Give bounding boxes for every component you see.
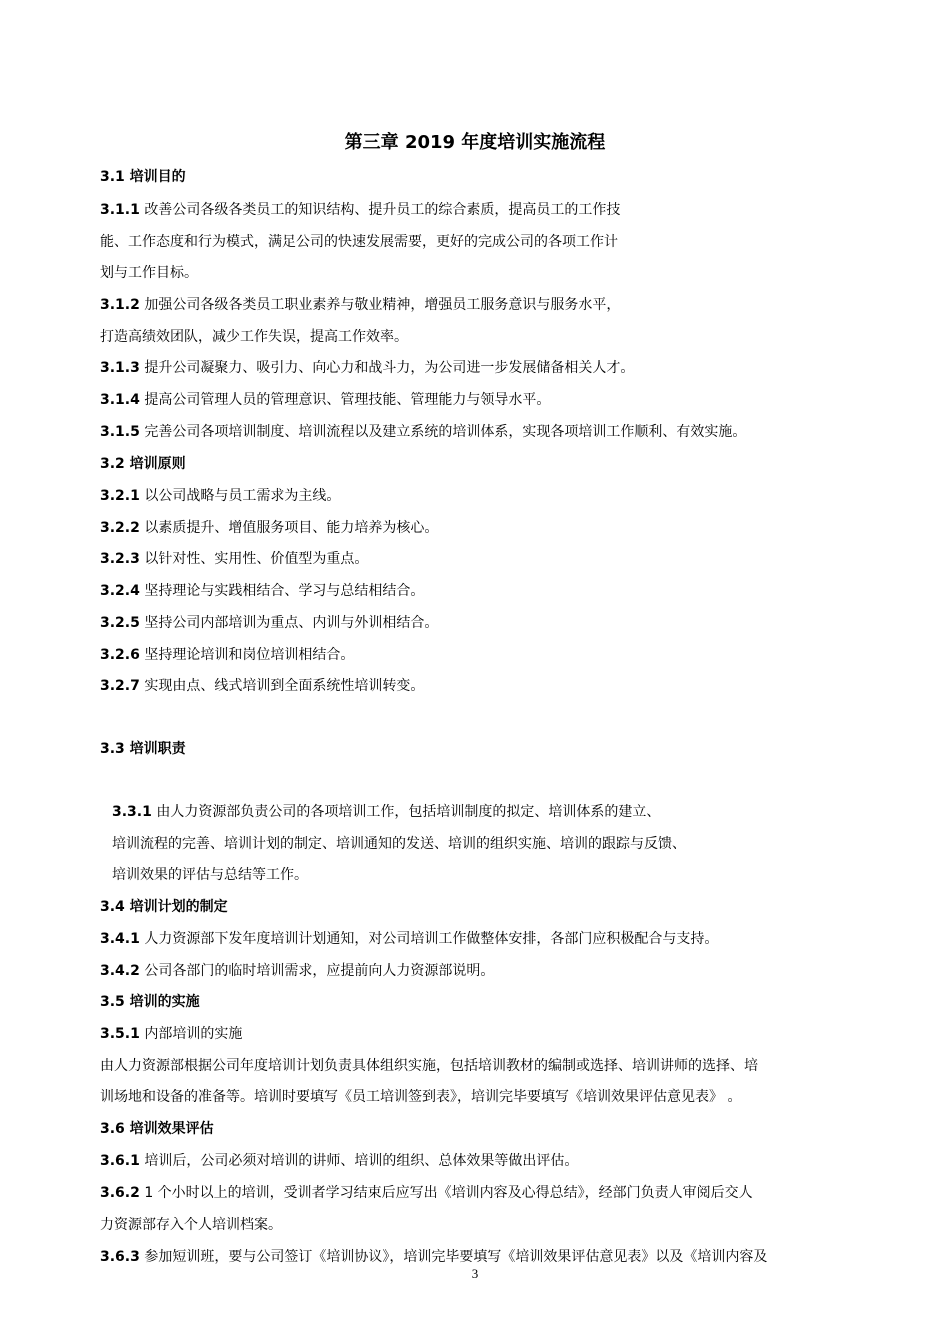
clause-text: 提升公司凝聚力、吸引力、向心力和战斗力，为公司进一步发展储备相关人才。 — [139, 360, 635, 376]
text-line — [100, 645, 354, 665]
clause-number: 3.1.3 — [100, 360, 140, 376]
clause-number: 3.2.5 — [100, 615, 140, 631]
clause-text: 培训效果的评估与总结等工作。 — [112, 867, 308, 883]
text-line — [112, 802, 660, 822]
text-line — [100, 422, 746, 442]
text-line — [100, 1087, 741, 1107]
clause-text: 提高公司管理人员的管理意识、管理技能、管理能力与领导水平。 — [139, 392, 551, 408]
text-line — [100, 454, 186, 474]
text-line — [100, 1151, 578, 1171]
chapter-title: 第三章 2019 年度培训实施流程 — [344, 132, 606, 153]
clause-text: 由人力资源部负责公司的各项培训工作，包括培训制度的拟定、培训体系的建立、 — [151, 804, 661, 820]
text-line — [100, 358, 634, 378]
text-line — [100, 676, 424, 696]
clause-number: 3.1.2 — [100, 297, 140, 313]
clause-text: 公司各部门的临时培训需求，应提前向人力资源部说明。 — [139, 963, 495, 979]
clause-text: 坚持理论培训和岗位培训相结合。 — [139, 647, 355, 663]
clause-number: 3.2.4 — [100, 583, 140, 599]
section-heading: 3.1 培训目的 — [100, 169, 186, 185]
text-line — [100, 929, 718, 949]
section-heading: 3.6 培训效果评估 — [100, 1121, 214, 1137]
clause-text: 能、工作态度和行为模式，满足公司的快速发展需要，更好的完成公司的各项工作计 — [100, 234, 618, 250]
text-line — [100, 1119, 214, 1139]
clause-text: 以素质提升、增值服务项目、能力培养为核心。 — [139, 520, 439, 536]
clause-text: 人力资源部下发年度培训计划通知，对公司培训工作做整体安排，各部门应积极配合与支持。 — [139, 931, 719, 947]
clause-number: 3.3.1 — [112, 804, 152, 820]
section-heading: 3.3 培训职责 — [100, 741, 186, 757]
text-line — [100, 200, 620, 220]
clause-text: 完善公司各项培训制度、培训流程以及建立系统的培训体系，实现各项培训工作顺利、有效实施。 — [139, 424, 747, 440]
clause-text: 参加短训班，要与公司签订《培训协议》，培训完毕要填写《培训效果评估意见表》以及《培训内容及 — [139, 1249, 768, 1265]
clause-number: 3.2.2 — [100, 520, 140, 536]
text-line — [100, 390, 550, 410]
text-line — [100, 1247, 767, 1267]
clause-text: 培训流程的完善、培训计划的制定、培训通知的发送、培训的组织实施、培训的跟踪与反馈、 — [112, 836, 686, 852]
text-line — [100, 992, 200, 1012]
clause-text: 加强公司各级各类员工职业素养与敬业精神，增强员工服务意识与服务水平， — [139, 297, 621, 313]
clause-number: 3.5.1 — [100, 1026, 140, 1042]
page-number: 3 — [471, 1266, 479, 1281]
clause-text: 训场地和设备的准备等。培训时要填写《员工培训签到表》，培训完毕要填写《培训效果评估意见表》 。 — [100, 1089, 742, 1105]
clause-number: 3.1.4 — [100, 392, 140, 408]
text-line — [112, 834, 686, 854]
clause-text: 1 个小时以上的培训，受训者学习结束后应写出《培训内容及心得总结》，经部门负责人审阅后交人 — [139, 1185, 753, 1201]
text-line — [100, 613, 438, 633]
text-line — [100, 167, 186, 187]
text-line — [100, 1183, 753, 1203]
clause-text: 改善公司各级各类员工的知识结构、提升员工的综合素质，提高员工的工作技 — [139, 202, 621, 218]
text-line — [112, 865, 308, 885]
text-line — [100, 327, 408, 347]
text-line — [100, 1215, 282, 1235]
text-line — [100, 739, 186, 759]
clause-number: 3.2.6 — [100, 647, 140, 663]
clause-number: 3.2.3 — [100, 551, 140, 567]
clause-text: 坚持公司内部培训为重点、内训与外训相结合。 — [139, 615, 439, 631]
text-line — [100, 263, 198, 283]
clause-number: 3.6.1 — [100, 1153, 140, 1169]
text-line — [100, 581, 424, 601]
text-line — [100, 961, 494, 981]
clause-number: 3.2.1 — [100, 488, 140, 504]
text-line — [100, 549, 368, 569]
clause-text: 力资源部存入个人培训档案。 — [100, 1217, 282, 1233]
section-heading: 3.5 培训的实施 — [100, 994, 200, 1010]
clause-text: 划与工作目标。 — [100, 265, 198, 281]
clause-text: 以针对性、实用性、价值型为重点。 — [139, 551, 369, 567]
clause-text: 由人力资源部根据公司年度培训计划负责具体组织实施，包括培训教材的编制或选择、培训讲师的选择、培 — [100, 1058, 758, 1074]
text-line — [100, 1024, 242, 1044]
text-line — [100, 486, 340, 506]
text-line — [100, 518, 438, 538]
clause-text: 以公司战略与员工需求为主线。 — [139, 488, 341, 504]
section-heading: 3.4 培训计划的制定 — [100, 899, 228, 915]
text-line — [100, 295, 620, 315]
text-line — [100, 1056, 758, 1076]
clause-number: 3.4.1 — [100, 931, 140, 947]
section-heading: 3.2 培训原则 — [100, 456, 186, 472]
clause-text: 内部培训的实施 — [139, 1026, 243, 1042]
clause-number: 3.1.5 — [100, 424, 140, 440]
clause-number: 3.4.2 — [100, 963, 140, 979]
clause-number: 3.2.7 — [100, 678, 140, 694]
clause-number: 3.6.3 — [100, 1249, 140, 1265]
clause-text: 培训后，公司必须对培训的讲师、培训的组织、总体效果等做出评估。 — [139, 1153, 579, 1169]
text-line — [100, 232, 618, 252]
clause-number: 3.1.1 — [100, 202, 140, 218]
clause-text: 实现由点、线式培训到全面系统性培训转变。 — [139, 678, 425, 694]
clause-text: 打造高绩效团队，减少工作失误，提高工作效率。 — [100, 329, 408, 345]
clause-number: 3.6.2 — [100, 1185, 140, 1201]
text-line — [100, 897, 228, 917]
clause-text: 坚持理论与实践相结合、学习与总结相结合。 — [139, 583, 425, 599]
